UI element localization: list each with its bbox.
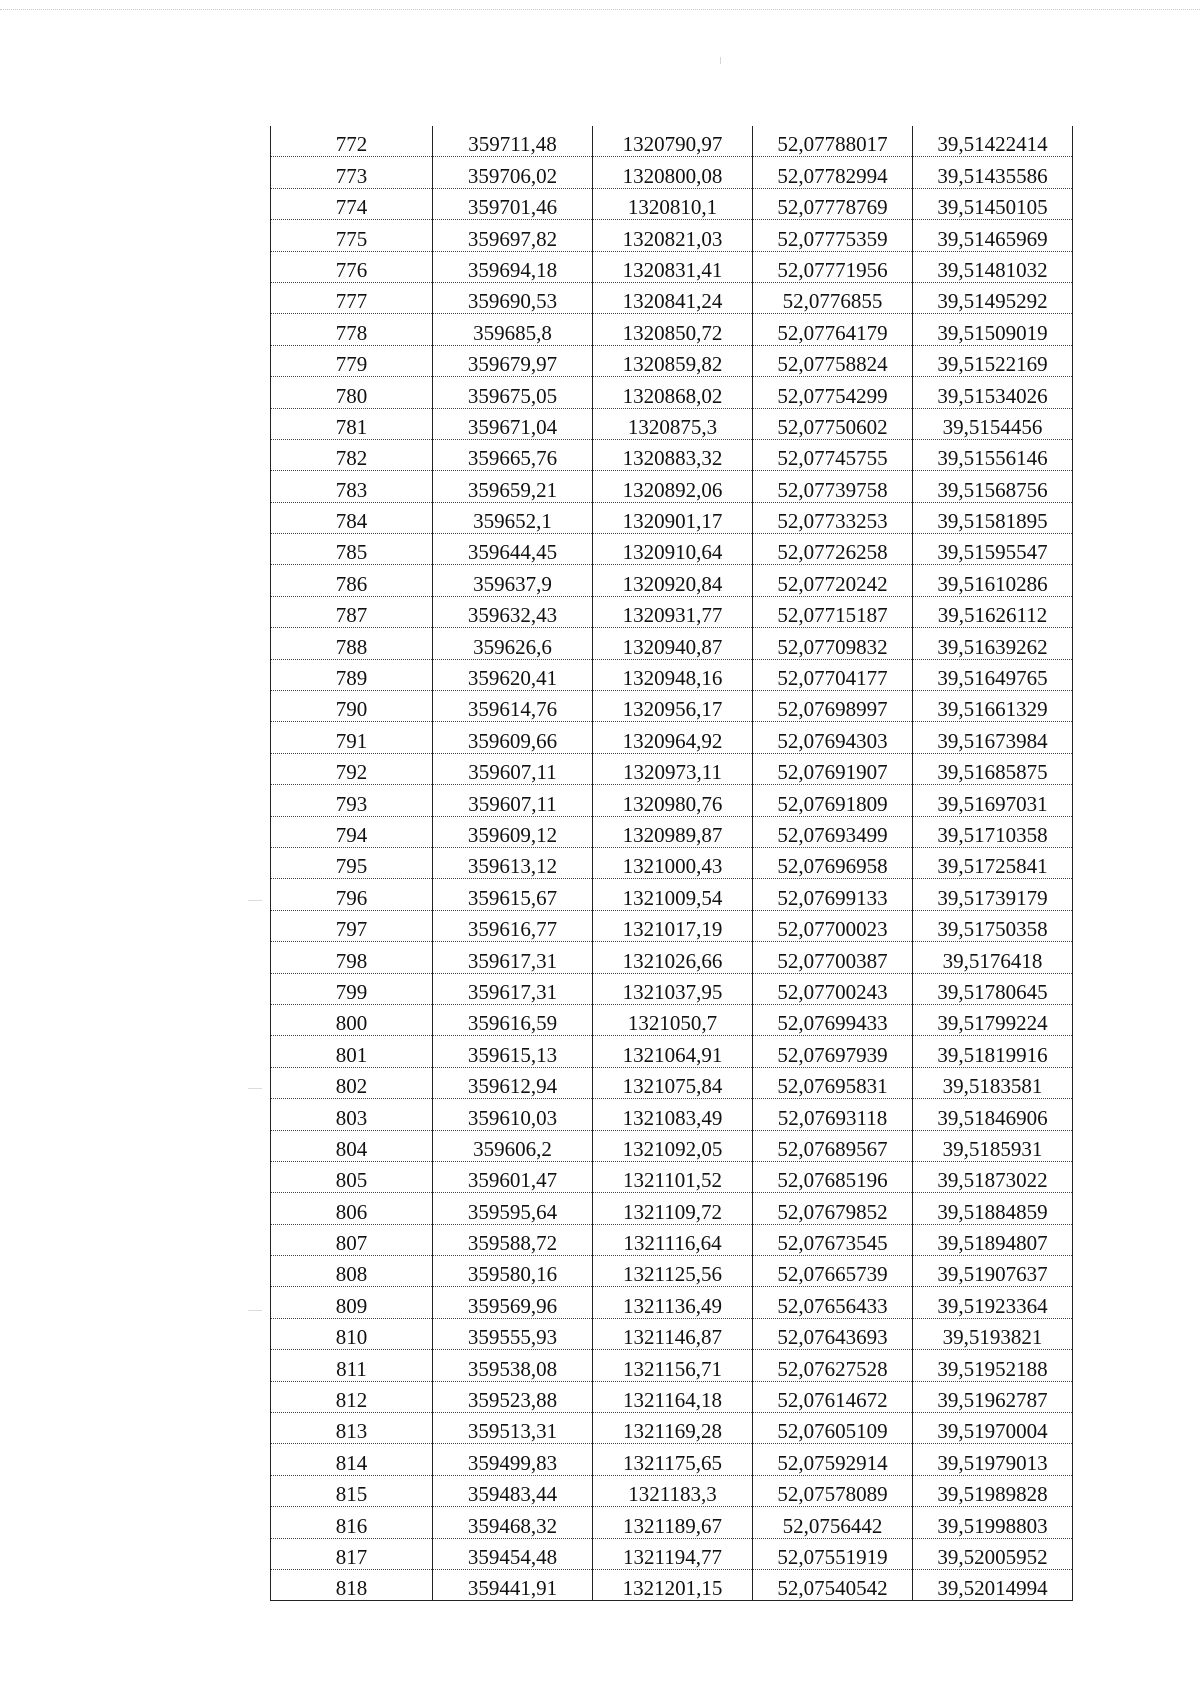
longitude-cell: 39,51998803: [913, 1507, 1073, 1538]
point-number-cell: 777: [271, 282, 433, 313]
table-row: [271, 910, 1073, 941]
x-coordinate-cell: 359690,53: [433, 282, 593, 313]
point-number-cell: 790: [271, 691, 433, 722]
x-coordinate-cell: 359614,76: [433, 691, 593, 722]
latitude-cell: 52,0776855: [753, 282, 913, 313]
y-coordinate-cell: 1320956,17: [593, 691, 753, 722]
point-number-cell: 809: [271, 1287, 433, 1318]
latitude-cell: 52,07699133: [753, 879, 913, 910]
longitude-cell: 39,51522169: [913, 345, 1073, 376]
table-row: [271, 408, 1073, 439]
scan-edge-line: [0, 9, 1200, 10]
latitude-cell: 52,07726258: [753, 534, 913, 565]
latitude-cell: 52,07739758: [753, 471, 913, 502]
y-coordinate-cell: 1321092,05: [593, 1130, 753, 1161]
longitude-cell: 39,51610286: [913, 565, 1073, 596]
latitude-cell: 52,07689567: [753, 1130, 913, 1161]
table-row: [271, 785, 1073, 816]
table-row: [271, 1067, 1073, 1098]
point-number-cell: 787: [271, 596, 433, 627]
latitude-cell: 52,0756442: [753, 1507, 913, 1538]
latitude-cell: 52,07665739: [753, 1256, 913, 1287]
longitude-cell: 39,51534026: [913, 377, 1073, 408]
y-coordinate-cell: 1320850,72: [593, 314, 753, 345]
x-coordinate-cell: 359555,93: [433, 1318, 593, 1349]
table-row: [271, 659, 1073, 690]
table-row: [271, 502, 1073, 533]
table-row: [271, 345, 1073, 376]
longitude-cell: 39,51595547: [913, 534, 1073, 565]
x-coordinate-cell: 359644,45: [433, 534, 593, 565]
point-number-cell: 798: [271, 942, 433, 973]
x-coordinate-cell: 359632,43: [433, 596, 593, 627]
longitude-cell: 39,51639262: [913, 628, 1073, 659]
point-number-cell: 805: [271, 1161, 433, 1192]
latitude-cell: 52,07720242: [753, 565, 913, 596]
table-row: [271, 188, 1073, 219]
point-number-cell: 806: [271, 1193, 433, 1224]
table-row: [271, 1161, 1073, 1192]
longitude-cell: 39,51710358: [913, 816, 1073, 847]
point-number-cell: 775: [271, 220, 433, 251]
latitude-cell: 52,07733253: [753, 502, 913, 533]
latitude-cell: 52,07656433: [753, 1287, 913, 1318]
longitude-cell: 39,51799224: [913, 1004, 1073, 1035]
x-coordinate-cell: 359685,8: [433, 314, 593, 345]
longitude-cell: 39,51649765: [913, 659, 1073, 690]
y-coordinate-cell: 1321146,87: [593, 1318, 753, 1349]
x-coordinate-cell: 359607,11: [433, 753, 593, 784]
x-coordinate-cell: 359468,32: [433, 1507, 593, 1538]
longitude-cell: 39,5176418: [913, 942, 1073, 973]
y-coordinate-cell: 1321064,91: [593, 1036, 753, 1067]
x-coordinate-cell: 359637,9: [433, 565, 593, 596]
y-coordinate-cell: 1321136,49: [593, 1287, 753, 1318]
x-coordinate-cell: 359711,48: [433, 126, 593, 157]
y-coordinate-cell: 1321083,49: [593, 1099, 753, 1130]
point-number-cell: 780: [271, 377, 433, 408]
table-row: [271, 377, 1073, 408]
longitude-cell: 39,52014994: [913, 1569, 1073, 1600]
table-row: [271, 753, 1073, 784]
y-coordinate-cell: 1321109,72: [593, 1193, 753, 1224]
table-row: [271, 1287, 1073, 1318]
latitude-cell: 52,07696958: [753, 847, 913, 878]
point-number-cell: 813: [271, 1413, 433, 1444]
y-coordinate-cell: 1321164,18: [593, 1381, 753, 1412]
y-coordinate-cell: 1320790,97: [593, 126, 753, 157]
latitude-cell: 52,07750602: [753, 408, 913, 439]
longitude-cell: 39,51697031: [913, 785, 1073, 816]
table-row: [271, 1318, 1073, 1349]
table-row: [271, 251, 1073, 282]
y-coordinate-cell: 1321009,54: [593, 879, 753, 910]
coordinates-table-body: [271, 126, 1073, 1601]
longitude-cell: 39,51894807: [913, 1224, 1073, 1255]
table-row: [271, 565, 1073, 596]
table-row: [271, 157, 1073, 188]
latitude-cell: 52,07627528: [753, 1350, 913, 1381]
x-coordinate-cell: 359626,6: [433, 628, 593, 659]
point-number-cell: 796: [271, 879, 433, 910]
y-coordinate-cell: 1321125,56: [593, 1256, 753, 1287]
x-coordinate-cell: 359616,59: [433, 1004, 593, 1035]
latitude-cell: 52,07691907: [753, 753, 913, 784]
table-row: [271, 1224, 1073, 1255]
point-number-cell: 804: [271, 1130, 433, 1161]
longitude-cell: 39,51685875: [913, 753, 1073, 784]
table-row: [271, 126, 1073, 157]
x-coordinate-cell: 359607,11: [433, 785, 593, 816]
point-number-cell: 794: [271, 816, 433, 847]
x-coordinate-cell: 359601,47: [433, 1161, 593, 1192]
table-row: [271, 879, 1073, 910]
longitude-cell: 39,51907637: [913, 1256, 1073, 1287]
y-coordinate-cell: 1321169,28: [593, 1413, 753, 1444]
table-row: [271, 1099, 1073, 1130]
y-coordinate-cell: 1321101,52: [593, 1161, 753, 1192]
point-number-cell: 788: [271, 628, 433, 659]
scan-artifact: [248, 900, 262, 901]
y-coordinate-cell: 1321026,66: [593, 942, 753, 973]
x-coordinate-cell: 359675,05: [433, 377, 593, 408]
longitude-cell: 39,51509019: [913, 314, 1073, 345]
latitude-cell: 52,07673545: [753, 1224, 913, 1255]
y-coordinate-cell: 1321050,7: [593, 1004, 753, 1035]
longitude-cell: 39,51780645: [913, 973, 1073, 1004]
longitude-cell: 39,51923364: [913, 1287, 1073, 1318]
longitude-cell: 39,5185931: [913, 1130, 1073, 1161]
point-number-cell: 781: [271, 408, 433, 439]
latitude-cell: 52,07551919: [753, 1538, 913, 1569]
point-number-cell: 802: [271, 1067, 433, 1098]
latitude-cell: 52,07715187: [753, 596, 913, 627]
latitude-cell: 52,07745755: [753, 439, 913, 470]
x-coordinate-cell: 359595,64: [433, 1193, 593, 1224]
x-coordinate-cell: 359610,03: [433, 1099, 593, 1130]
longitude-cell: 39,51581895: [913, 502, 1073, 533]
y-coordinate-cell: 1320810,1: [593, 188, 753, 219]
point-number-cell: 779: [271, 345, 433, 376]
y-coordinate-cell: 1320859,82: [593, 345, 753, 376]
table-row: [271, 220, 1073, 251]
x-coordinate-cell: 359580,16: [433, 1256, 593, 1287]
latitude-cell: 52,07540542: [753, 1569, 913, 1600]
longitude-cell: 39,51873022: [913, 1161, 1073, 1192]
x-coordinate-cell: 359609,12: [433, 816, 593, 847]
latitude-cell: 52,07592914: [753, 1444, 913, 1475]
table-row: [271, 1475, 1073, 1506]
y-coordinate-cell: 1320980,76: [593, 785, 753, 816]
latitude-cell: 52,07700243: [753, 973, 913, 1004]
y-coordinate-cell: 1320901,17: [593, 502, 753, 533]
table-row: [271, 1507, 1073, 1538]
longitude-cell: 39,51725841: [913, 847, 1073, 878]
point-number-cell: 776: [271, 251, 433, 282]
y-coordinate-cell: 1320989,87: [593, 816, 753, 847]
x-coordinate-cell: 359454,48: [433, 1538, 593, 1569]
longitude-cell: 39,51626112: [913, 596, 1073, 627]
table-row: [271, 596, 1073, 627]
x-coordinate-cell: 359606,2: [433, 1130, 593, 1161]
y-coordinate-cell: 1320973,11: [593, 753, 753, 784]
y-coordinate-cell: 1321017,19: [593, 910, 753, 941]
y-coordinate-cell: 1321194,77: [593, 1538, 753, 1569]
latitude-cell: 52,07704177: [753, 659, 913, 690]
latitude-cell: 52,07643693: [753, 1318, 913, 1349]
scan-artifact: [248, 1088, 262, 1089]
latitude-cell: 52,07700023: [753, 910, 913, 941]
point-number-cell: 815: [271, 1475, 433, 1506]
point-number-cell: 807: [271, 1224, 433, 1255]
latitude-cell: 52,07778769: [753, 188, 913, 219]
latitude-cell: 52,07764179: [753, 314, 913, 345]
scan-artifact: [248, 1310, 262, 1311]
point-number-cell: 793: [271, 785, 433, 816]
y-coordinate-cell: 1320910,64: [593, 534, 753, 565]
longitude-cell: 39,51422414: [913, 126, 1073, 157]
table-row: [271, 439, 1073, 470]
latitude-cell: 52,07771956: [753, 251, 913, 282]
point-number-cell: 785: [271, 534, 433, 565]
x-coordinate-cell: 359701,46: [433, 188, 593, 219]
latitude-cell: 52,07685196: [753, 1161, 913, 1192]
y-coordinate-cell: 1321075,84: [593, 1067, 753, 1098]
table-row: [271, 847, 1073, 878]
table-row: [271, 314, 1073, 345]
y-coordinate-cell: 1321037,95: [593, 973, 753, 1004]
point-number-cell: 797: [271, 910, 433, 941]
longitude-cell: 39,51989828: [913, 1475, 1073, 1506]
table-row: [271, 1413, 1073, 1444]
y-coordinate-cell: 1320892,06: [593, 471, 753, 502]
y-coordinate-cell: 1320964,92: [593, 722, 753, 753]
point-number-cell: 816: [271, 1507, 433, 1538]
latitude-cell: 52,07691809: [753, 785, 913, 816]
table-row: [271, 1569, 1073, 1600]
latitude-cell: 52,07614672: [753, 1381, 913, 1412]
x-coordinate-cell: 359513,31: [433, 1413, 593, 1444]
longitude-cell: 39,51739179: [913, 879, 1073, 910]
longitude-cell: 39,51673984: [913, 722, 1073, 753]
point-number-cell: 772: [271, 126, 433, 157]
x-coordinate-cell: 359569,96: [433, 1287, 593, 1318]
y-coordinate-cell: 1321156,71: [593, 1350, 753, 1381]
y-coordinate-cell: 1320841,24: [593, 282, 753, 313]
longitude-cell: 39,5193821: [913, 1318, 1073, 1349]
y-coordinate-cell: 1320920,84: [593, 565, 753, 596]
x-coordinate-cell: 359499,83: [433, 1444, 593, 1475]
point-number-cell: 818: [271, 1569, 433, 1600]
longitude-cell: 39,51481032: [913, 251, 1073, 282]
longitude-cell: 39,51465969: [913, 220, 1073, 251]
table-row: [271, 691, 1073, 722]
y-coordinate-cell: 1320883,32: [593, 439, 753, 470]
longitude-cell: 39,51884859: [913, 1193, 1073, 1224]
y-coordinate-cell: 1320875,3: [593, 408, 753, 439]
point-number-cell: 791: [271, 722, 433, 753]
point-number-cell: 774: [271, 188, 433, 219]
point-number-cell: 778: [271, 314, 433, 345]
longitude-cell: 39,51568756: [913, 471, 1073, 502]
table-row: [271, 1381, 1073, 1412]
x-coordinate-cell: 359612,94: [433, 1067, 593, 1098]
latitude-cell: 52,07578089: [753, 1475, 913, 1506]
latitude-cell: 52,07679852: [753, 1193, 913, 1224]
point-number-cell: 800: [271, 1004, 433, 1035]
point-number-cell: 801: [271, 1036, 433, 1067]
x-coordinate-cell: 359679,97: [433, 345, 593, 376]
x-coordinate-cell: 359615,13: [433, 1036, 593, 1067]
table-row: [271, 722, 1073, 753]
x-coordinate-cell: 359538,08: [433, 1350, 593, 1381]
point-number-cell: 814: [271, 1444, 433, 1475]
latitude-cell: 52,07782994: [753, 157, 913, 188]
x-coordinate-cell: 359441,91: [433, 1569, 593, 1600]
point-number-cell: 782: [271, 439, 433, 470]
y-coordinate-cell: 1320931,77: [593, 596, 753, 627]
x-coordinate-cell: 359609,66: [433, 722, 593, 753]
longitude-cell: 39,51750358: [913, 910, 1073, 941]
latitude-cell: 52,07698997: [753, 691, 913, 722]
table-row: [271, 1193, 1073, 1224]
longitude-cell: 39,51979013: [913, 1444, 1073, 1475]
x-coordinate-cell: 359697,82: [433, 220, 593, 251]
point-number-cell: 789: [271, 659, 433, 690]
latitude-cell: 52,07695831: [753, 1067, 913, 1098]
table-row: [271, 534, 1073, 565]
longitude-cell: 39,51970004: [913, 1413, 1073, 1444]
table-row: [271, 1130, 1073, 1161]
longitude-cell: 39,51435586: [913, 157, 1073, 188]
point-number-cell: 808: [271, 1256, 433, 1287]
table-row: [271, 942, 1073, 973]
longitude-cell: 39,51450105: [913, 188, 1073, 219]
point-number-cell: 792: [271, 753, 433, 784]
x-coordinate-cell: 359483,44: [433, 1475, 593, 1506]
point-number-cell: 811: [271, 1350, 433, 1381]
latitude-cell: 52,07694303: [753, 722, 913, 753]
latitude-cell: 52,07709832: [753, 628, 913, 659]
x-coordinate-cell: 359617,31: [433, 973, 593, 1004]
y-coordinate-cell: 1321201,15: [593, 1569, 753, 1600]
point-number-cell: 786: [271, 565, 433, 596]
x-coordinate-cell: 359671,04: [433, 408, 593, 439]
x-coordinate-cell: 359706,02: [433, 157, 593, 188]
latitude-cell: 52,07700387: [753, 942, 913, 973]
point-number-cell: 773: [271, 157, 433, 188]
x-coordinate-cell: 359617,31: [433, 942, 593, 973]
table-row: [271, 1036, 1073, 1067]
point-number-cell: 803: [271, 1099, 433, 1130]
y-coordinate-cell: 1321183,3: [593, 1475, 753, 1506]
latitude-cell: 52,07758824: [753, 345, 913, 376]
table-row: [271, 471, 1073, 502]
latitude-cell: 52,07775359: [753, 220, 913, 251]
x-coordinate-cell: 359694,18: [433, 251, 593, 282]
y-coordinate-cell: 1320940,87: [593, 628, 753, 659]
point-number-cell: 783: [271, 471, 433, 502]
y-coordinate-cell: 1320821,03: [593, 220, 753, 251]
x-coordinate-cell: 359613,12: [433, 847, 593, 878]
latitude-cell: 52,07754299: [753, 377, 913, 408]
x-coordinate-cell: 359615,67: [433, 879, 593, 910]
longitude-cell: 39,51661329: [913, 691, 1073, 722]
point-number-cell: 817: [271, 1538, 433, 1569]
y-coordinate-cell: 1321175,65: [593, 1444, 753, 1475]
latitude-cell: 52,07693118: [753, 1099, 913, 1130]
x-coordinate-cell: 359523,88: [433, 1381, 593, 1412]
longitude-cell: 39,51819916: [913, 1036, 1073, 1067]
latitude-cell: 52,07693499: [753, 816, 913, 847]
y-coordinate-cell: 1320868,02: [593, 377, 753, 408]
table-row: [271, 282, 1073, 313]
table-row: [271, 1538, 1073, 1569]
y-coordinate-cell: 1320831,41: [593, 251, 753, 282]
longitude-cell: 39,52005952: [913, 1538, 1073, 1569]
table-row: [271, 973, 1073, 1004]
table-row: [271, 1004, 1073, 1035]
point-number-cell: 799: [271, 973, 433, 1004]
latitude-cell: 52,07697939: [753, 1036, 913, 1067]
table-row: [271, 628, 1073, 659]
longitude-cell: 39,5183581: [913, 1067, 1073, 1098]
point-number-cell: 795: [271, 847, 433, 878]
longitude-cell: 39,51556146: [913, 439, 1073, 470]
scan-artifact: [720, 57, 721, 64]
x-coordinate-cell: 359665,76: [433, 439, 593, 470]
x-coordinate-cell: 359588,72: [433, 1224, 593, 1255]
latitude-cell: 52,07605109: [753, 1413, 913, 1444]
point-number-cell: 810: [271, 1318, 433, 1349]
y-coordinate-cell: 1321116,64: [593, 1224, 753, 1255]
latitude-cell: 52,07788017: [753, 126, 913, 157]
y-coordinate-cell: 1320948,16: [593, 659, 753, 690]
table-row: [271, 816, 1073, 847]
x-coordinate-cell: 359652,1: [433, 502, 593, 533]
longitude-cell: 39,51952188: [913, 1350, 1073, 1381]
longitude-cell: 39,51495292: [913, 282, 1073, 313]
coordinates-table: [270, 126, 1073, 1601]
x-coordinate-cell: 359620,41: [433, 659, 593, 690]
table-row: [271, 1256, 1073, 1287]
y-coordinate-cell: 1321000,43: [593, 847, 753, 878]
point-number-cell: 812: [271, 1381, 433, 1412]
x-coordinate-cell: 359659,21: [433, 471, 593, 502]
longitude-cell: 39,5154456: [913, 408, 1073, 439]
x-coordinate-cell: 359616,77: [433, 910, 593, 941]
latitude-cell: 52,07699433: [753, 1004, 913, 1035]
longitude-cell: 39,51962787: [913, 1381, 1073, 1412]
point-number-cell: 784: [271, 502, 433, 533]
y-coordinate-cell: 1321189,67: [593, 1507, 753, 1538]
table-row: [271, 1350, 1073, 1381]
longitude-cell: 39,51846906: [913, 1099, 1073, 1130]
table-row: [271, 1444, 1073, 1475]
y-coordinate-cell: 1320800,08: [593, 157, 753, 188]
